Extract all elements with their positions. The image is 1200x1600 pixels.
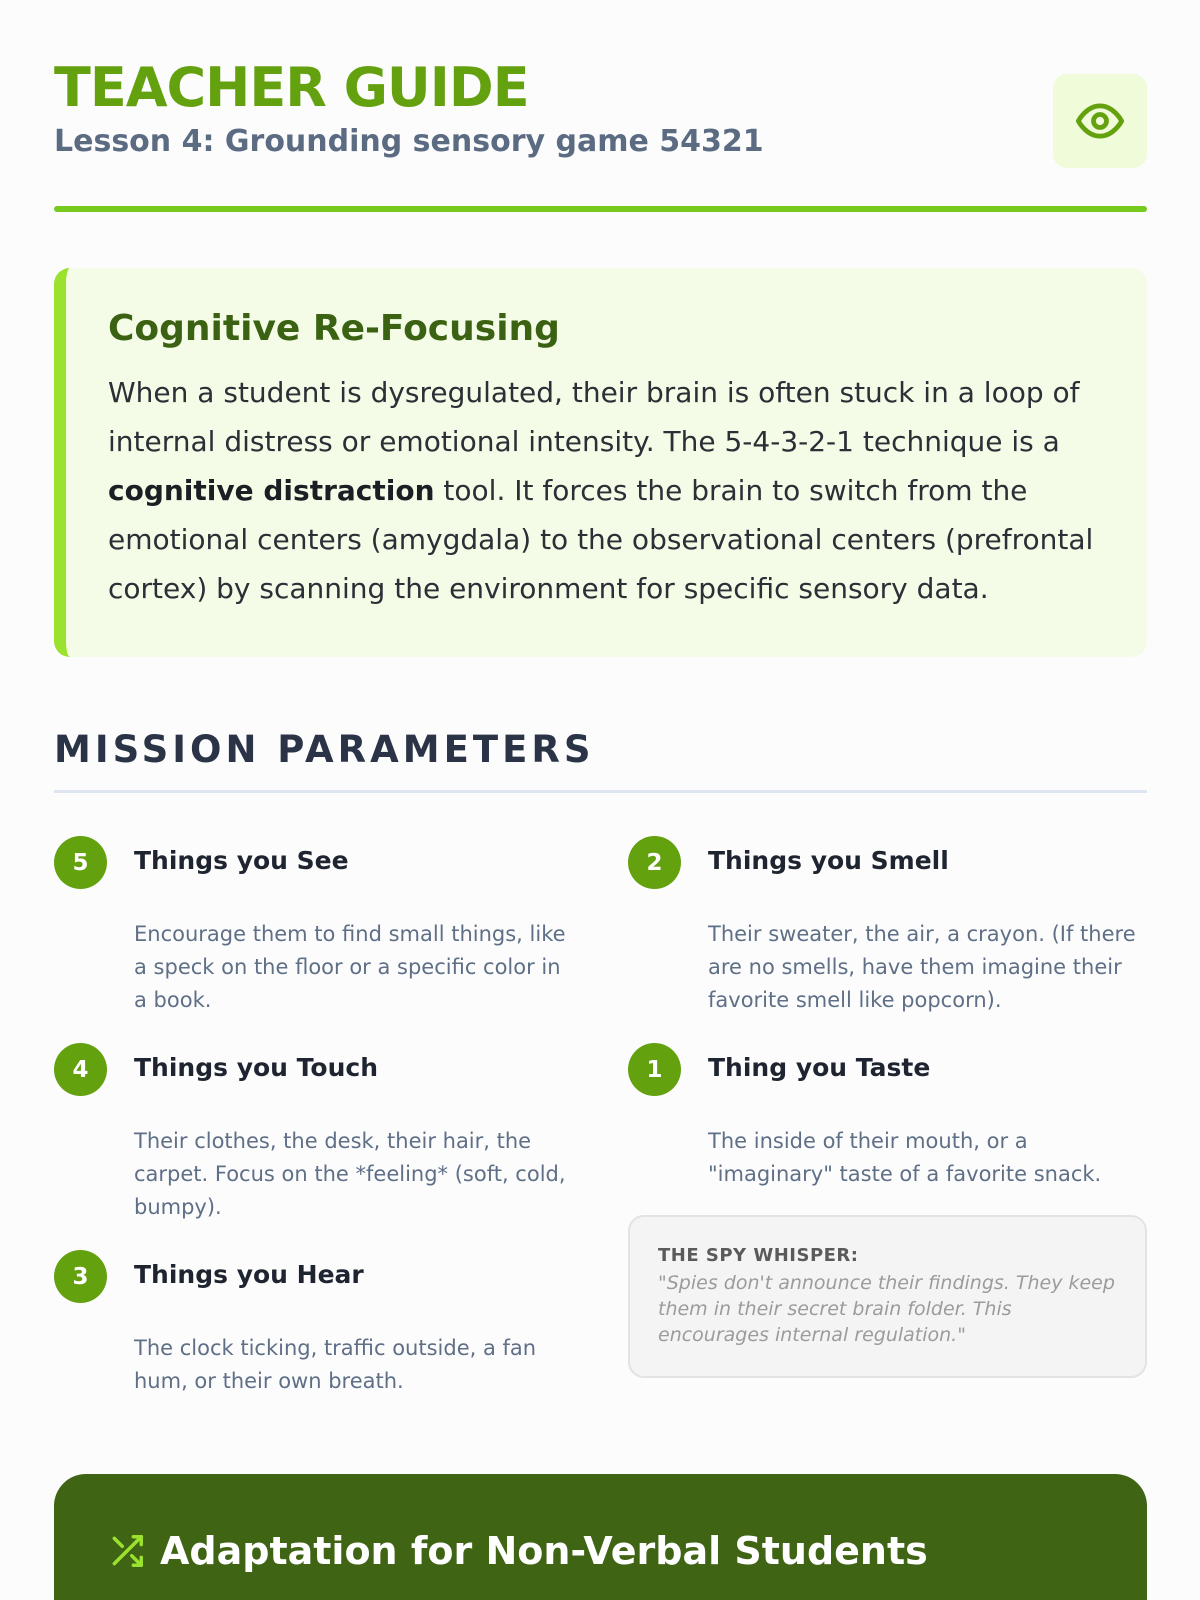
view-button[interactable] — [1053, 74, 1147, 168]
spy-whisper-note — [628, 1215, 1147, 1378]
eye-icon — [1074, 95, 1126, 147]
cognitive-refocusing-callout — [54, 268, 1147, 657]
callout-body — [108, 368, 1107, 613]
number-badge: 5 — [54, 836, 107, 889]
adaptation-title: Adaptation for Non-Verbal Students — [160, 1529, 928, 1573]
mission-parameters-heading: MISSION PARAMETERS — [54, 728, 595, 771]
callout-body-part1: When a student is dysregulated, their brain is often stuck in a loop of internal distress or emotional intensity. The 5-4-3-2-1 technique is a — [108, 376, 1080, 458]
header-divider — [54, 206, 1147, 212]
number-badge: 4 — [54, 1043, 107, 1096]
adaptation-header — [108, 1528, 1147, 1574]
callout-body-bold: cognitive distraction — [108, 474, 435, 507]
param-title: Thing you Taste — [708, 1053, 931, 1082]
param-title: Things you Hear — [134, 1260, 364, 1289]
param-title: Things you Smell — [708, 846, 949, 875]
param-description: The clock ticking, traffic outside, a fan hum, or their own breath. — [134, 1336, 537, 1393]
param-description: Encourage them to find small things, like a speck on the floor or a specific color in a book. — [134, 922, 566, 1012]
param-description: Their sweater, the air, a crayon. (If there are no smells, have them imagine their favorite smell like popcorn). — [708, 922, 1136, 1012]
page-header — [54, 58, 1147, 210]
whisper-text: "Spies don't announce their findings. They keep them in their secret brain folder. This encourages internal regulation." — [658, 1272, 1115, 1346]
number-badge: 2 — [628, 836, 681, 889]
number-badge: 3 — [54, 1250, 107, 1303]
callout-body-part2: tool. It forces the brain to switch from the emotional centers (amygdala) to the observational centers (prefrontal cortex) by scanning the environment for specific sensory data. — [108, 474, 1094, 605]
param-description: Their clothes, the desk, their hair, the carpet. Focus on the *feeling* (soft, cold, bumpy). — [134, 1129, 566, 1219]
param-description: The inside of their mouth, or a "imaginary" taste of a favorite snack. — [708, 1129, 1102, 1186]
lesson-subtitle: Lesson 4: Grounding sensory game 54321 — [54, 124, 764, 159]
page-title: TEACHER GUIDE — [54, 56, 529, 119]
number-badge: 1 — [628, 1043, 681, 1096]
shuffle-icon — [108, 1532, 146, 1570]
whisper-label: THE SPY WHISPER: — [658, 1245, 859, 1266]
param-title: Things you See — [134, 846, 349, 875]
adaptation-panel — [54, 1474, 1147, 1600]
param-title: Things you Touch — [134, 1053, 378, 1082]
callout-title: Cognitive Re-Focusing — [108, 308, 560, 349]
section-divider — [54, 790, 1147, 793]
